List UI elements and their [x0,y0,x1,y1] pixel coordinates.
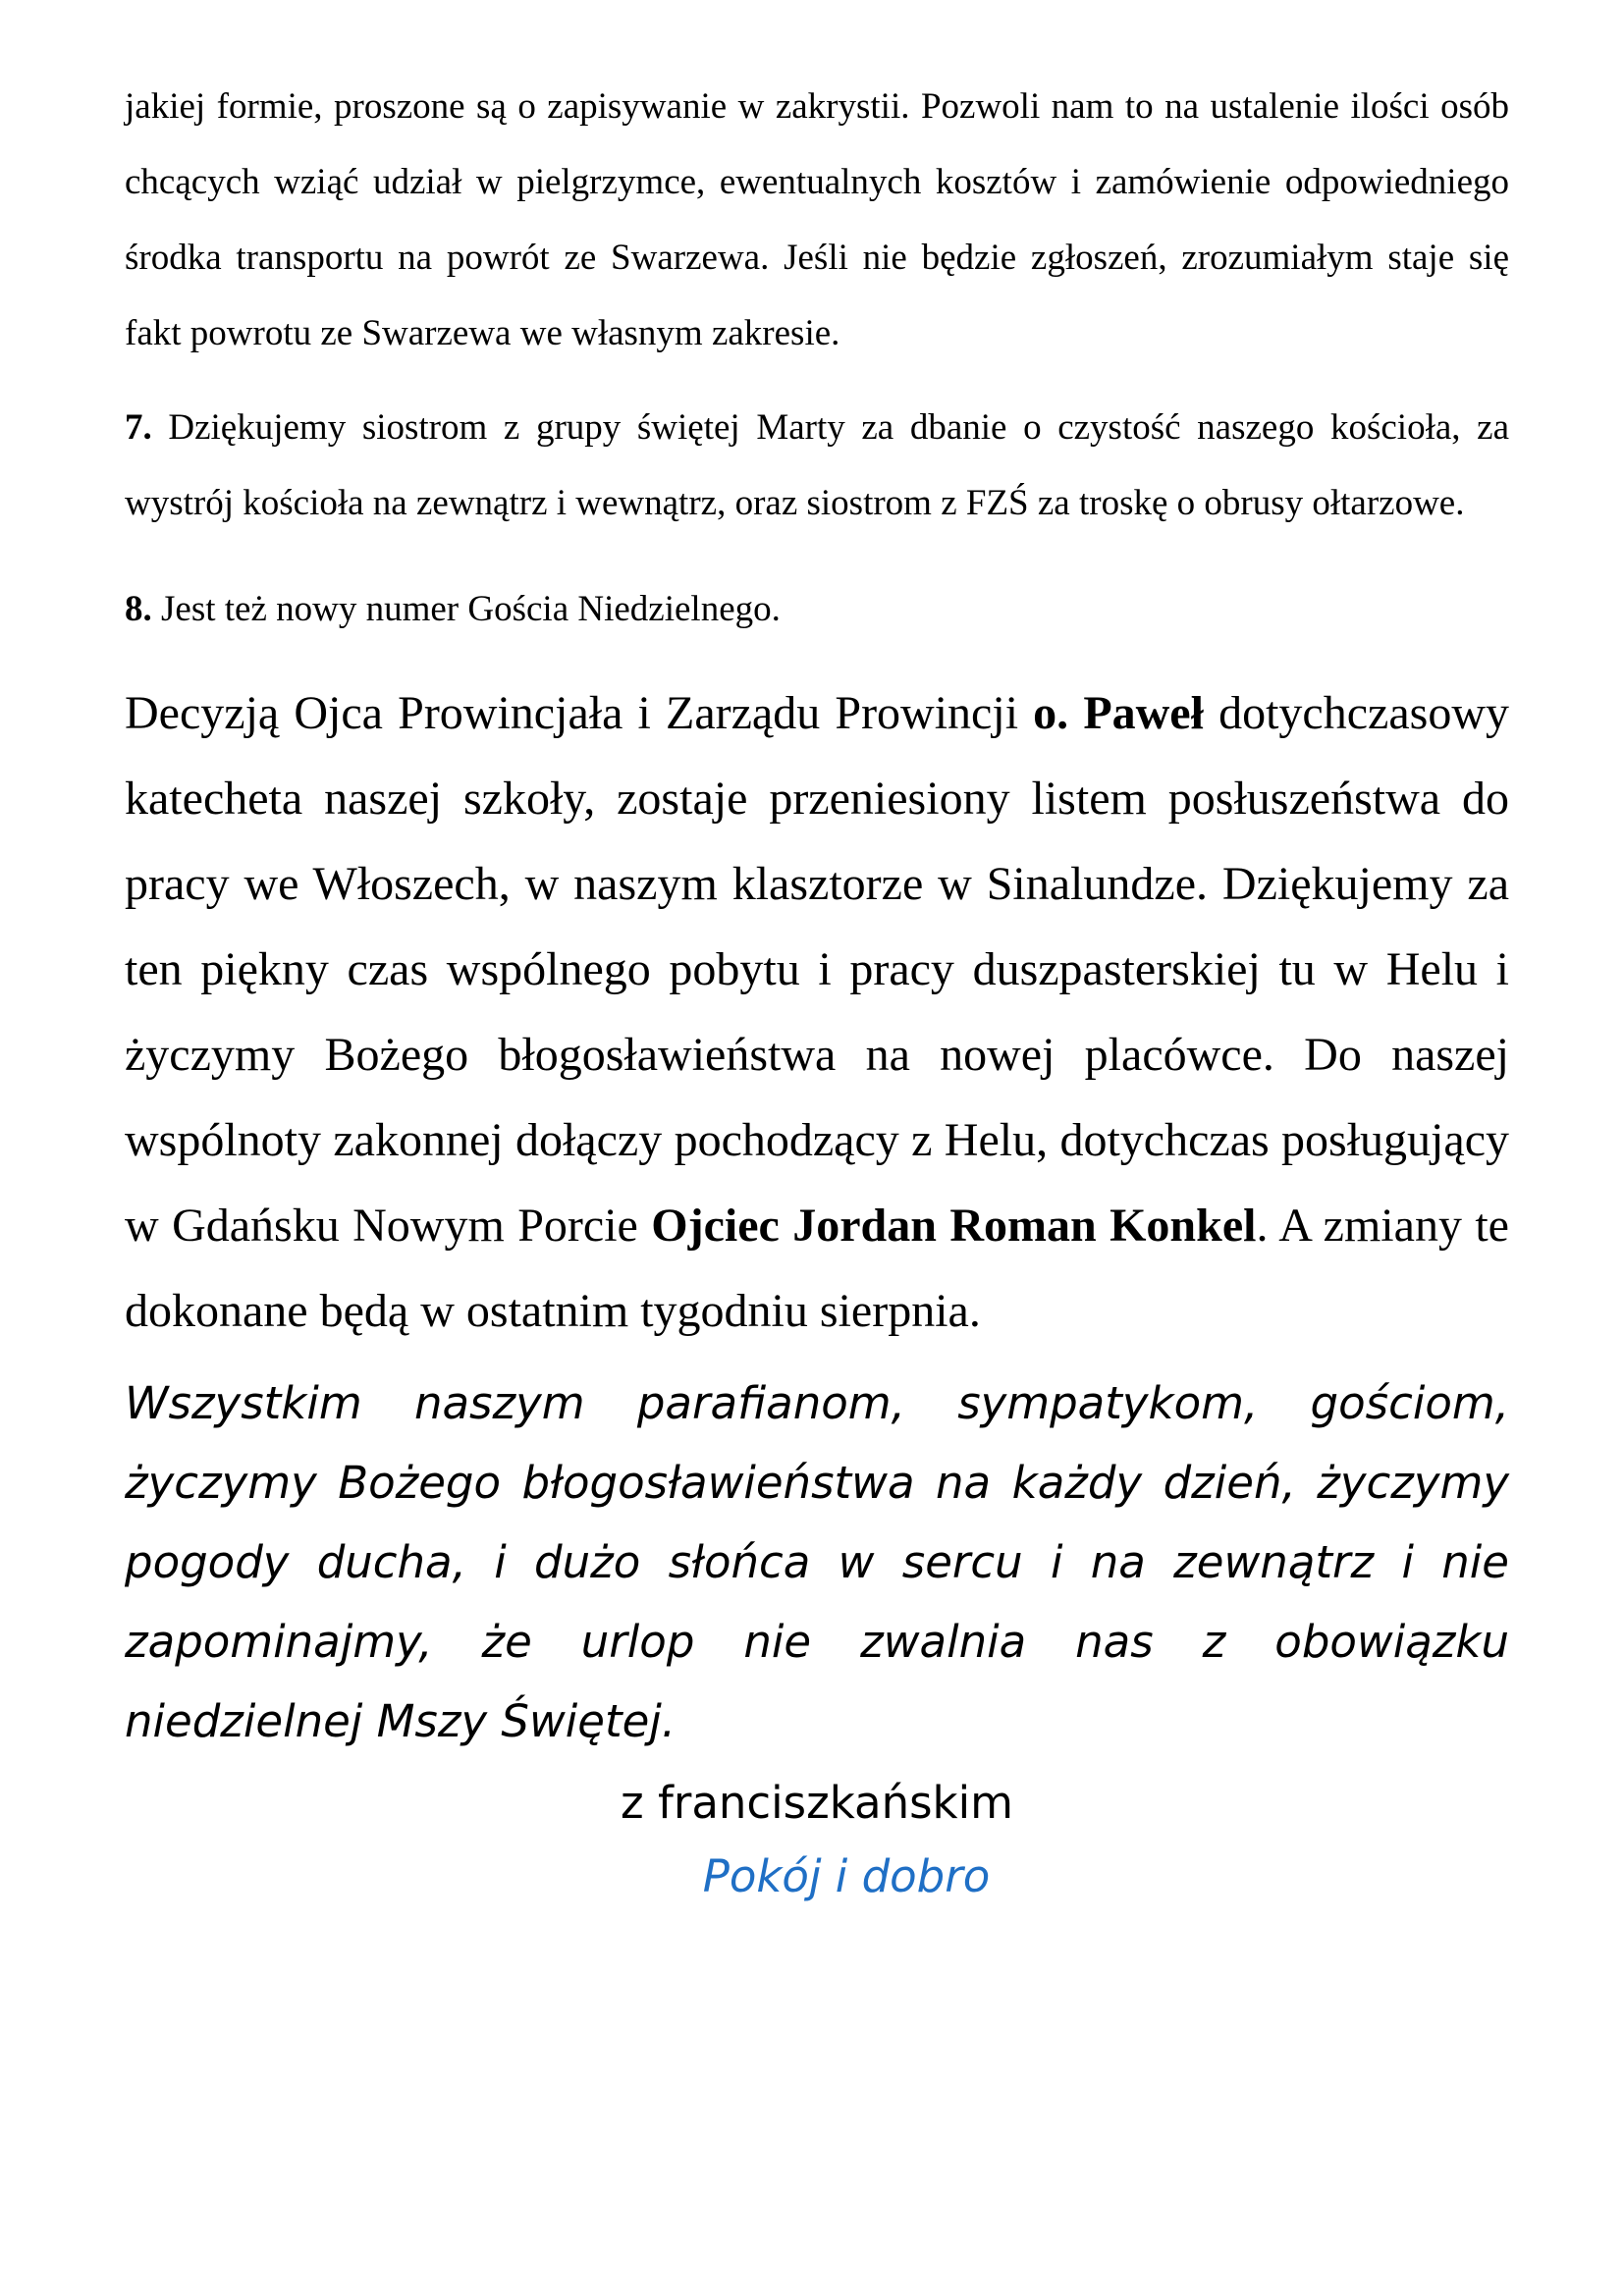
spacer [125,647,1509,670]
wishes-paragraph: Wszystkim naszym parafianom, sympatykom, gościom, życzymy Bożego błogosławieństwa na każdy dzień, życzymy pogody ducha, i dużo słońca w sercu i na zewnątrz i nie zapominajmy, że urlop nie zwalnia nas z obowiązku niedzielnej Mszy Świętej. [125,1377,1509,1747]
item-7-number: 7. [125,407,152,448]
spacer [125,541,1509,571]
announcement-part-2: dotychczasowy katecheta naszej szkoły, zostaje przeniesiony listem posłuszeństwa do pracy we Włoszech, w naszym klasztorze w Sinalundze. Dziękujemy za ten piękny czas wspólnego pobytu i pracy duszpasterskiej tu w Helu i życzymy Bożego błogosławieństwa na nowej placówce. Do naszej wspólnoty zakonnej dołączy pochodzący z Helu, dotychczas posługujący w Gdańsku Nowym Porcie [125,687,1509,1252]
announcement-name-jordan: Ojciec Jordan Roman Konkel [651,1200,1257,1252]
spacer [125,371,1509,390]
announcement-paragraph [125,670,1509,1354]
item-8-number: 8. [125,589,152,629]
announcement-name-pawel: o. Paweł [1033,687,1204,739]
greeting-line: Pokój i dobro [702,1850,991,1902]
announcement-part-1: Decyzją Ojca Prowincjała i Zarządu Prowincji [125,687,1034,739]
item-8-text: Jest też nowy numer Gościa Niedzielnego. [161,589,781,629]
item-7-text: Dziękujemy siostrom z grupy świętej Marty za dbanie o czystość naszego kościoła, za wystrój kościoła na zewnątrz i wewnątrz, oraz siostrom z FZŚ za troskę o obrusy ołtarzowe. [125,407,1509,523]
continuation-paragraph: jakiej formie, proszone są o zapisywanie w zakrystii. Pozwoli nam to na ustalenie ilości osób chcących wziąć udział w pielgrzymce, ewentualnych kosztów i zamówienie odpowiedniego środka transportu na powrót ze Swarzewa. Jeśli nie będzie zgłoszeń, zrozumiałym staje się fakt powrotu ze Swarzewa we własnym zakresie. [125,86,1509,353]
item-7-paragraph [125,390,1509,541]
closing-line: z franciszkańskim [621,1777,1013,1829]
item-8-paragraph [125,571,1509,647]
announcement-part-3: . A zmiany te dokonane będą w ostatnim tygodniu sierpnia. [125,1200,1509,1337]
document-page [125,69,1509,1916]
